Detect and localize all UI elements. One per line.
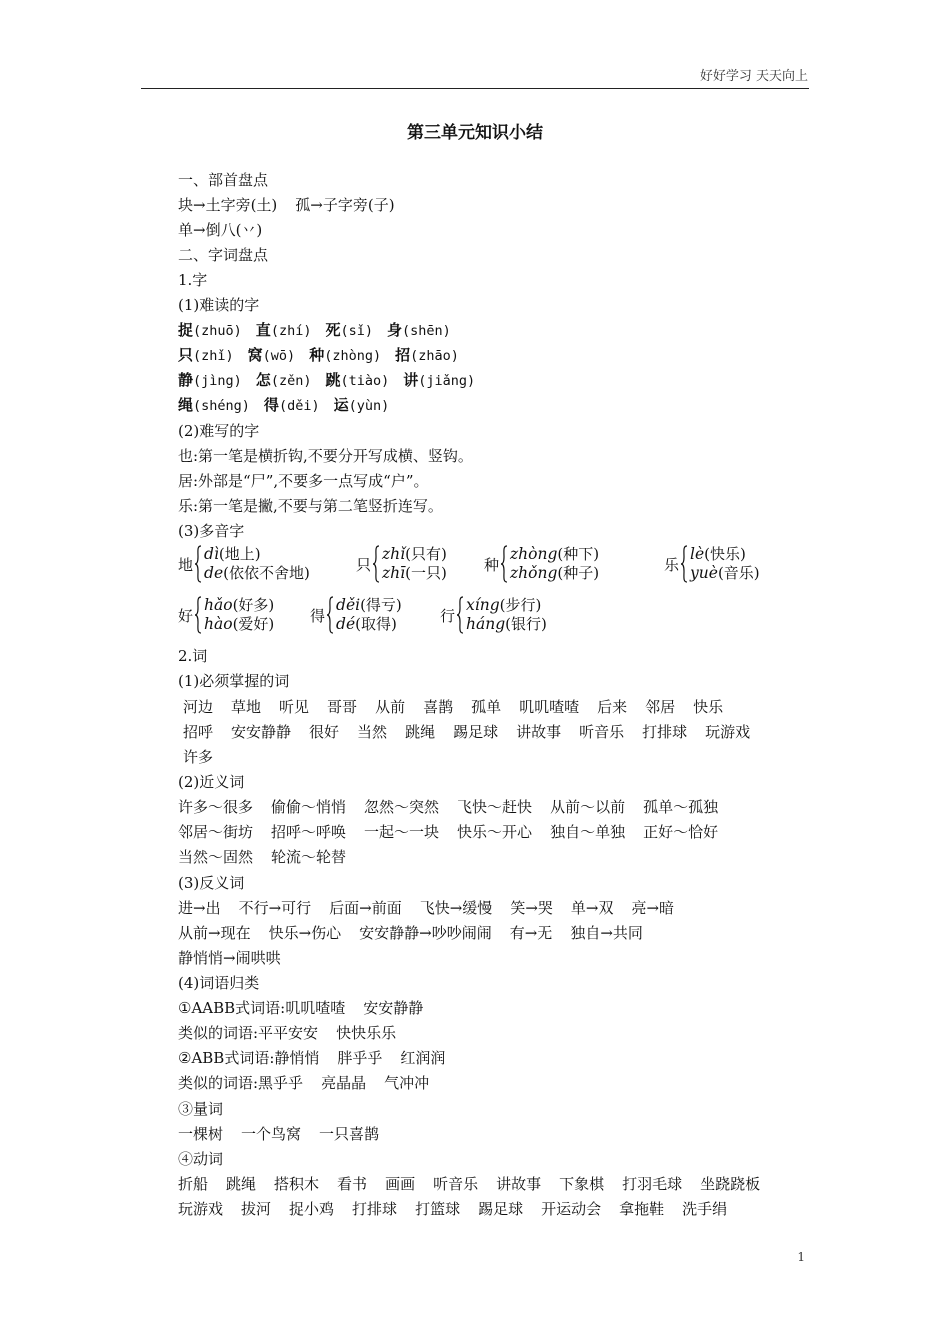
word-item: 许多～很多 <box>178 798 254 816</box>
reading-word: (只有) <box>405 545 447 563</box>
word-item: 开运动会 <box>541 1200 602 1218</box>
synonym-title: (2)近义词 <box>178 773 245 791</box>
polyphone-item <box>440 596 547 634</box>
brace-icon <box>500 545 508 583</box>
word-item: 不行→可行 <box>238 899 312 917</box>
synonym-row <box>178 822 718 842</box>
reading-pinyin: yuè <box>690 564 718 582</box>
pinyin: (zhāo) <box>410 348 459 364</box>
ci-title: 2.词 <box>178 647 208 665</box>
hanzi: 捉 <box>178 321 194 339</box>
must-row <box>183 722 750 742</box>
hard-read-item <box>387 321 451 339</box>
reading-word: (一只) <box>405 564 447 582</box>
word-item: 听音乐 <box>579 723 625 741</box>
hanzi: 窝 <box>247 346 263 364</box>
hard-read-item <box>256 371 312 389</box>
antonym-row <box>178 898 674 918</box>
reading-pinyin: zhòng <box>510 545 558 563</box>
polyphone-item <box>178 545 310 583</box>
polyphone-item <box>356 545 447 583</box>
word-item: 踢足球 <box>453 723 499 741</box>
reading-pinyin: háng <box>466 615 506 633</box>
word-item: 叽叽喳喳 <box>519 698 580 716</box>
pinyin: (zhòng) <box>324 348 382 364</box>
hanzi: 静 <box>178 371 194 389</box>
must-row <box>183 697 723 717</box>
word-item: 跳绳 <box>226 1175 257 1193</box>
word-item: 独自→共同 <box>570 924 643 942</box>
pinyin: (zěn) <box>270 373 312 389</box>
word-item: 类似的词语:平平安安 <box>178 1024 319 1042</box>
word-item: ③量词 <box>178 1100 224 1118</box>
synonym-row <box>178 847 346 867</box>
hanzi: 招 <box>395 346 411 364</box>
word-item: ①AABB式词语:叽叽喳喳 <box>178 999 346 1017</box>
word-item: 听音乐 <box>433 1175 479 1193</box>
word-item: 哥哥 <box>327 698 358 716</box>
reading-pinyin: děi <box>336 596 361 614</box>
word-item: 画画 <box>385 1175 416 1193</box>
page-number: 1 <box>797 1250 805 1264</box>
reading-word: (种子) <box>557 564 600 582</box>
pinyin: (yùn) <box>348 398 390 414</box>
reading-row <box>510 564 599 583</box>
polyphone-readings <box>466 596 547 634</box>
pinyin: (zhǐ) <box>193 348 234 364</box>
word-item: 孤单～孤独 <box>643 798 719 816</box>
brace-icon <box>194 596 202 634</box>
reading-row <box>336 596 402 615</box>
reading-word: (步行) <box>499 596 542 614</box>
classify-row <box>178 998 423 1018</box>
reading-row <box>510 545 599 564</box>
polyphone-char: 地 <box>178 555 194 574</box>
word-item: 洗手绢 <box>682 1200 728 1218</box>
word-item: 快快乐乐 <box>336 1024 397 1042</box>
word-item: 当然～固然 <box>178 848 254 866</box>
word-item: 坐跷跷板 <box>700 1175 761 1193</box>
polyphone-readings <box>510 545 599 583</box>
word-item: 拿拖鞋 <box>619 1200 665 1218</box>
reading-pinyin: zhǒng <box>510 564 558 582</box>
classify-row <box>178 1048 445 1068</box>
polyphone-title: (3)多音字 <box>178 522 245 540</box>
hard-read-item <box>264 396 320 414</box>
antonym-row <box>178 923 643 943</box>
reading-row <box>204 615 274 634</box>
hanzi: 运 <box>333 396 349 414</box>
hanzi: 得 <box>263 396 279 414</box>
reading-word: (取得) <box>355 615 397 633</box>
pinyin: (zhuō) <box>193 323 242 339</box>
antonym-title: (3)反义词 <box>178 874 245 892</box>
word-item: 当然 <box>357 723 388 741</box>
hard-read-item <box>178 346 234 364</box>
reading-pinyin: xíng <box>466 596 500 614</box>
word-item: 安安静静→吵吵闹闹 <box>359 924 492 942</box>
word-item: 飞快→缓慢 <box>419 899 493 917</box>
word-item: 搭积木 <box>274 1175 320 1193</box>
polyphone-readings <box>690 545 760 583</box>
hard-read-item <box>248 346 296 364</box>
word-item: 喜鹊 <box>423 698 454 716</box>
polyphone-char: 行 <box>440 606 456 625</box>
word-item: 很好 <box>309 723 340 741</box>
brace-icon <box>372 545 380 583</box>
word-item: 飞快～赶快 <box>457 798 533 816</box>
polyphone-readings <box>204 596 274 634</box>
word-item: 从前～以前 <box>550 798 626 816</box>
word-item: 偷偷～悄悄 <box>271 798 347 816</box>
word-item: 招呼～呼唤 <box>271 823 347 841</box>
word-item: 下象棋 <box>559 1175 605 1193</box>
polyphone-item <box>178 596 274 634</box>
polyphone-readings <box>336 596 402 634</box>
hanzi: 死 <box>325 321 341 339</box>
section-radicals-title: 一、部首盘点 <box>178 171 269 189</box>
radicals-line-2: 单→倒八(丷) <box>178 221 263 239</box>
hard-read-item <box>334 396 390 414</box>
header-motto: 好好学习 天天向上 <box>699 69 808 84</box>
pinyin: (tiào) <box>340 373 390 389</box>
pinyin: (jiǎng) <box>418 373 476 389</box>
word-item: 一起～一块 <box>364 823 440 841</box>
polyphone-readings <box>204 545 310 583</box>
reading-word: (种下) <box>557 545 600 563</box>
radical-item: 块→土字旁(土) <box>178 196 278 214</box>
word-item: 红润润 <box>400 1049 446 1067</box>
hard-read-item <box>325 371 389 389</box>
classify-row <box>178 1023 396 1043</box>
polyphone-char: 好 <box>178 606 194 625</box>
reading-row <box>382 564 447 583</box>
section-words-title: 二、字词盘点 <box>178 246 269 264</box>
reading-pinyin: dé <box>336 615 356 633</box>
classify-row <box>178 1199 727 1219</box>
hanzi: 跳 <box>325 371 341 389</box>
reading-word: (爱好) <box>232 615 275 633</box>
word-item: 从前→现在 <box>178 924 251 942</box>
hard-write-line: 乐:第一笔是撇,不要与第二笔竖折连写。 <box>178 497 443 515</box>
reading-pinyin: hào <box>204 615 233 633</box>
reading-row <box>382 545 447 564</box>
pinyin: (sǐ) <box>340 323 373 339</box>
page-title: 第三单元知识小结 <box>407 123 543 143</box>
reading-row <box>204 596 274 615</box>
word-item: 一只喜鹊 <box>319 1125 380 1143</box>
word-item: 看书 <box>337 1175 368 1193</box>
word-item: ④动词 <box>178 1150 224 1168</box>
polyphone-char: 种 <box>484 555 500 574</box>
word-item: ②ABB式词语:静悄悄 <box>178 1049 320 1067</box>
classify-row <box>178 1174 760 1194</box>
brace-icon <box>680 545 688 583</box>
reading-word: (得亏) <box>360 596 402 614</box>
word-item: 捉小鸡 <box>289 1200 335 1218</box>
classify-row <box>178 1124 379 1144</box>
word-item: 安安静静 <box>363 999 424 1017</box>
hard-read-item <box>178 396 250 414</box>
word-item: 从前 <box>375 698 406 716</box>
word-item: 拔河 <box>241 1200 272 1218</box>
word-item: 草地 <box>231 698 262 716</box>
classify-title: (4)词语归类 <box>178 974 260 992</box>
word-item: 打羽毛球 <box>622 1175 683 1193</box>
pinyin: (zhí) <box>270 323 312 339</box>
hard-read-row <box>178 395 403 416</box>
header-rule <box>141 88 809 89</box>
pinyin: (wō) <box>262 348 296 364</box>
word-item: 跳绳 <box>405 723 436 741</box>
word-item: 讲故事 <box>516 723 562 741</box>
must-title: (1)必须掌握的词 <box>178 672 290 690</box>
classify-row <box>178 1149 223 1169</box>
reading-word: (地上) <box>218 545 261 563</box>
word-item: 有→无 <box>509 924 553 942</box>
polyphone-char: 得 <box>310 606 326 625</box>
reading-row <box>690 545 760 564</box>
word-item: 孤单 <box>471 698 502 716</box>
reading-row <box>204 545 310 564</box>
hard-read-row <box>178 320 465 341</box>
pinyin: (jìng) <box>193 373 242 389</box>
hanzi: 种 <box>309 346 325 364</box>
polyphone-item <box>484 545 599 583</box>
word-item: 玩游戏 <box>705 723 751 741</box>
word-item: 正好～恰好 <box>643 823 719 841</box>
pinyin: (shéng) <box>193 398 250 414</box>
hanzi: 讲 <box>403 371 419 389</box>
word-item: 胖乎乎 <box>337 1049 383 1067</box>
word-item: 进→出 <box>178 899 221 917</box>
hard-write-line: 也:第一笔是横折钩,不要分开写成横、竖钩。 <box>178 447 473 465</box>
reading-pinyin: zhǐ <box>382 545 406 563</box>
word-item: 打排球 <box>642 723 688 741</box>
hard-read-item <box>309 346 381 364</box>
polyphone-item <box>664 545 760 583</box>
word-item: 快乐 <box>693 698 724 716</box>
word-item: 类似的词语:黑乎乎 <box>178 1074 304 1092</box>
hard-read-item <box>178 321 242 339</box>
word-item: 打排球 <box>352 1200 398 1218</box>
polyphone-item <box>310 596 402 634</box>
brace-icon <box>456 596 464 634</box>
word-item: 亮→暗 <box>631 899 675 917</box>
brace-icon <box>326 596 334 634</box>
word-item: 气冲冲 <box>384 1074 430 1092</box>
reading-pinyin: de <box>204 564 224 582</box>
zi-title: 1.字 <box>178 271 208 289</box>
word-item: 一棵树 <box>178 1125 224 1143</box>
word-item: 一个鸟窝 <box>241 1125 302 1143</box>
word-item: 独自～单独 <box>550 823 626 841</box>
radical-item: 孤→子字旁(子) <box>295 196 395 214</box>
word-item: 玩游戏 <box>178 1200 224 1218</box>
polyphone-readings <box>382 545 447 583</box>
reading-row <box>466 596 547 615</box>
reading-pinyin: hǎo <box>204 596 233 614</box>
hanzi: 怎 <box>255 371 271 389</box>
hard-read-item <box>395 346 459 364</box>
word-item: 后来 <box>597 698 628 716</box>
word-item: 讲故事 <box>496 1175 542 1193</box>
antonym-row <box>178 948 281 968</box>
hard-read-item <box>178 371 242 389</box>
hanzi: 绳 <box>178 396 194 414</box>
must-row <box>183 747 213 767</box>
polyphone-char: 乐 <box>664 555 680 574</box>
reading-word: (快乐) <box>704 545 746 563</box>
reading-row <box>336 615 402 634</box>
word-item: 后面→前面 <box>329 899 402 917</box>
word-item: 听见 <box>279 698 310 716</box>
hard-write-line: 居:外部是“尸”,不要多一点写成“户”。 <box>178 472 429 490</box>
hard-read-title: (1)难读的字 <box>178 296 260 314</box>
word-item: 许多 <box>183 748 214 766</box>
word-item: 招呼 <box>183 723 214 741</box>
reading-row <box>690 564 760 583</box>
word-item: 忽然～突然 <box>364 798 440 816</box>
classify-row <box>178 1099 223 1119</box>
reading-row <box>466 615 547 634</box>
synonym-row <box>178 797 718 817</box>
word-item: 打篮球 <box>415 1200 461 1218</box>
word-item: 亮晶晶 <box>321 1074 367 1092</box>
reading-row <box>204 564 310 583</box>
reading-word: (好多) <box>232 596 275 614</box>
word-item: 轮流～轮替 <box>271 848 347 866</box>
hard-read-row <box>178 345 473 366</box>
word-item: 笑→哭 <box>510 899 553 917</box>
word-item: 单→双 <box>570 899 614 917</box>
reading-word: (银行) <box>505 615 547 633</box>
hanzi: 直 <box>255 321 271 339</box>
word-item: 安安静静 <box>231 723 292 741</box>
hard-read-item <box>256 321 312 339</box>
hanzi: 身 <box>386 321 402 339</box>
reading-word: (音乐) <box>717 564 760 582</box>
hard-write-title: (2)难写的字 <box>178 422 260 440</box>
hard-read-item <box>325 321 373 339</box>
word-item: 邻居～街坊 <box>178 823 254 841</box>
word-item: 折船 <box>178 1175 209 1193</box>
word-item: 快乐→伤心 <box>268 924 342 942</box>
word-item: 邻居 <box>645 698 676 716</box>
reading-pinyin: zhī <box>382 564 406 582</box>
reading-pinyin: dì <box>204 545 219 563</box>
hard-read-row <box>178 370 489 391</box>
word-item: 踢足球 <box>478 1200 524 1218</box>
hard-read-item <box>403 371 475 389</box>
classify-row <box>178 1073 429 1093</box>
pinyin: (shēn) <box>402 323 451 339</box>
word-item: 静悄悄→闹哄哄 <box>178 949 281 967</box>
hanzi: 只 <box>178 346 194 364</box>
brace-icon <box>194 545 202 583</box>
word-item: 快乐～开心 <box>457 823 533 841</box>
word-item: 河边 <box>183 698 214 716</box>
polyphone-char: 只 <box>356 555 372 574</box>
reading-pinyin: lè <box>690 545 705 563</box>
radicals-line-1 <box>178 195 413 215</box>
reading-word: (依依不舍地) <box>223 564 310 582</box>
pinyin: (děi) <box>278 398 320 414</box>
